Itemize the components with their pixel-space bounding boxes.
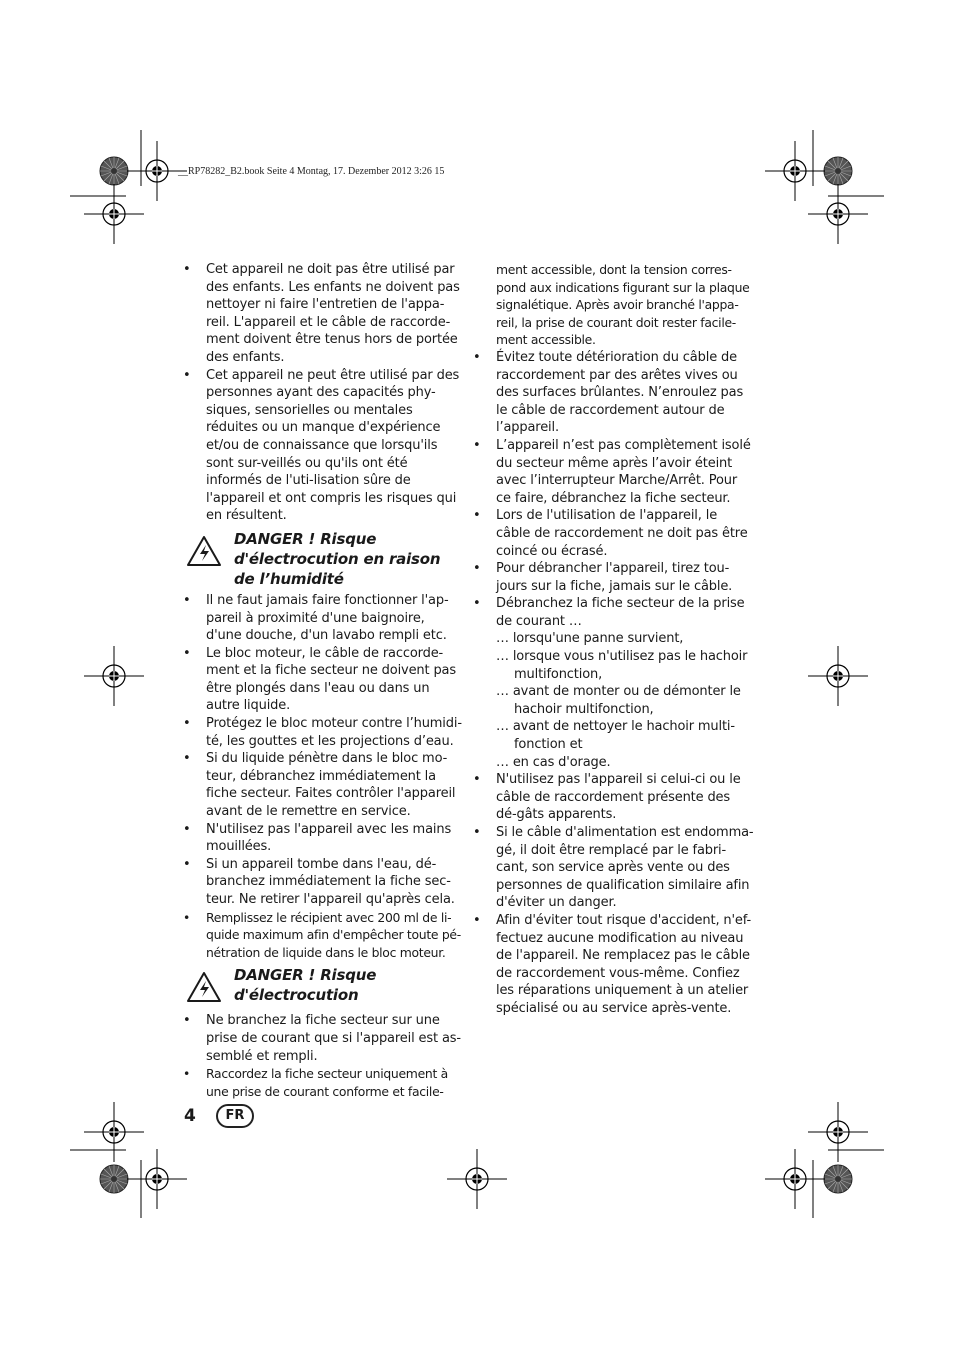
warning-title: DANGER ! Risque d'électrocution en raison de l’humidité	[234, 529, 441, 588]
list-item-text: Pour débrancher l'appareil, tirez tou-jours sur la fiche, jamais sur le câble.	[496, 561, 733, 594]
list-item	[472, 349, 754, 437]
list-item-text: Évitez toute détérioration du câble de raccordement par des arêtes vives ou des surfaces brûlantes. N’enroulez pas le câble de raccordement autour de l’appareil.	[496, 349, 744, 436]
bullet: •	[473, 437, 481, 453]
bullet: •	[183, 751, 191, 767]
list-item-text: Raccordez la fiche secteur uniquement à une prise de courant conforme et facile-	[206, 1066, 448, 1099]
bullet: •	[183, 592, 191, 608]
bullet: •	[473, 596, 481, 612]
bullet: •	[473, 561, 481, 577]
list-item	[182, 261, 464, 367]
print-job-info: __RP78282_B2.book Seite 4 Montag, 17. Dezember 2012 3:26 15	[178, 166, 445, 177]
list-item-text: Lors de l'utilisation de l'appareil, le câble de raccordement ne doit pas être coincé ou écrasé.	[496, 508, 748, 559]
list-item	[182, 367, 464, 525]
bullet: •	[473, 508, 481, 524]
list-item-text: Si du liquide pénètre dans le bloc mo-teur, débranchez immédiatement la fiche secteur. Faites contrôler l'appareil avant de le remettre en service.	[206, 751, 456, 820]
list-item-text: Cet appareil ne doit pas être utilisé par des enfants. Les enfants ne doivent pas nettoyer ni faire l'entretien de l'appa-reil. L'appareil et le câble de raccorde-ment doivent être tenus hors de portée des enfants.	[206, 262, 460, 365]
list-item	[182, 821, 464, 856]
list-item-text: Remplissez le récipient avec 200 ml de li-quide maximum afin d'empêcher toute pé-nétration de liquide dans le bloc moteur.	[206, 909, 461, 960]
bullet: •	[183, 716, 191, 732]
bullet: •	[183, 262, 191, 277]
list-item-text: N'utilisez pas l'appareil si celui-ci ou le câble de raccordement présente des dé-gâts apparents.	[496, 772, 741, 823]
list-item	[472, 824, 754, 912]
list-item-text: Afin d'éviter tout risque d'accident, n'ef-fectuez aucune modification au niveau de l'appareil. Ne remplacez pas le câble de raccordement vous-même. Confiez les réparations uniquement à un atelier spécialisé ou au service après-vente.	[496, 912, 752, 1016]
language-badge: FR	[216, 1104, 254, 1128]
list-item	[472, 560, 754, 595]
list-item	[472, 912, 754, 1018]
list-item-text: Le bloc moteur, le câble de raccorde-ment et la fiche secteur ne doivent pas être plongés dans l'eau ou dans un autre liquide.	[206, 645, 456, 714]
bullet: •	[473, 772, 481, 788]
list-item-text: N'utilisez pas l'appareil avec les mains mouillées.	[206, 821, 452, 855]
sub-list-item: … avant de nettoyer le hachoir multi-fonction et	[496, 719, 735, 753]
bullet: •	[183, 367, 191, 383]
bullet: •	[473, 912, 481, 928]
list-item-continuation	[472, 261, 754, 349]
left-column	[182, 261, 464, 1100]
list-item	[472, 437, 754, 507]
list-item-text: Protégez le bloc moteur contre l’humidi-té, les gouttes et les projections d’eau.	[206, 716, 462, 749]
list-item	[182, 592, 464, 645]
list-item	[182, 750, 464, 820]
bullet: •	[183, 645, 191, 661]
sub-list-item: … en cas d'orage.	[496, 754, 611, 770]
list-item	[182, 856, 464, 909]
warning-title: DANGER ! Risque d'électrocution	[234, 966, 377, 1005]
list-item-text: L’appareil n’est pas complètement isolé du secteur même après l’avoir éteint avec l’interrupteur Marche/Arrêt. Pour ce faire, débranchez la fiche secteur.	[496, 437, 751, 506]
sub-list-item: … lorsque vous n'utilisez pas le hachoir multifonction,	[496, 649, 748, 682]
bullet: •	[183, 821, 191, 837]
list-item	[182, 645, 464, 715]
list-item	[182, 715, 464, 750]
list-item	[472, 507, 754, 560]
electric-shock-warning-icon	[186, 971, 222, 1003]
bullet: •	[183, 1066, 191, 1082]
bullet: •	[473, 825, 481, 840]
list-item	[472, 595, 754, 630]
list-item-text: Ne branchez la fiche secteur sur une prise de courant que si l'appareil est as-semblé et rempli.	[206, 1013, 461, 1064]
electric-shock-warning-icon	[186, 535, 222, 567]
bullet: •	[183, 909, 191, 925]
list-item	[182, 1012, 464, 1065]
list-item	[472, 771, 754, 824]
bullet: •	[183, 856, 191, 872]
list-item-text: Si le câble d'alimentation est endomma-gé, il doit être remplacé par le fabri-cant, son service après vente ou des personnes de qualification similaire afin d'éviter un danger.	[496, 825, 754, 911]
list-item-text: Si un appareil tombe dans l'eau, dé-branchez immédiatement la fiche sec-teur. Ne retirer l'appareil qu'après cela.	[206, 856, 455, 907]
bullet: •	[473, 349, 481, 365]
list-item-text: ment accessible, dont la tension corres-pond aux indications figurant sur la plaque signalétique. Après avoir branché l'appa-reil, la prise de courant doit rester facile-ment accessible.	[496, 262, 750, 348]
sub-list-item: … avant de monter ou de démonter le hachoir multifonction,	[496, 684, 741, 717]
sub-list-item: … lorsqu'une panne survient,	[496, 631, 684, 647]
list-item	[182, 1065, 464, 1100]
danger-warning-humidity	[182, 529, 464, 589]
danger-warning-electrocution	[182, 965, 464, 1009]
list-item	[182, 909, 464, 962]
bullet: •	[183, 1013, 191, 1029]
list-item-text: Débranchez la fiche secteur de la prise de courant …	[496, 596, 745, 629]
list-item-text: Cet appareil ne peut être utilisé par des personnes ayant des capacités phy-siques, sensorielles ou mentales réduites ou un manque d'expérience et/ou de connaissance que lorsqu'ils sont sur-veillés ou qu'ils ont été informés de l'uti-lisation sûre de l'appareil et ont compris les risques qui en résultent.	[206, 367, 460, 524]
list-item-text: Il ne faut jamais faire fonctionner l'ap-pareil à proximité d'une baignoire, d'une douche, d'un lavabo rempli etc.	[206, 592, 449, 644]
right-column	[472, 261, 754, 1018]
page-number: 4	[184, 1106, 196, 1126]
